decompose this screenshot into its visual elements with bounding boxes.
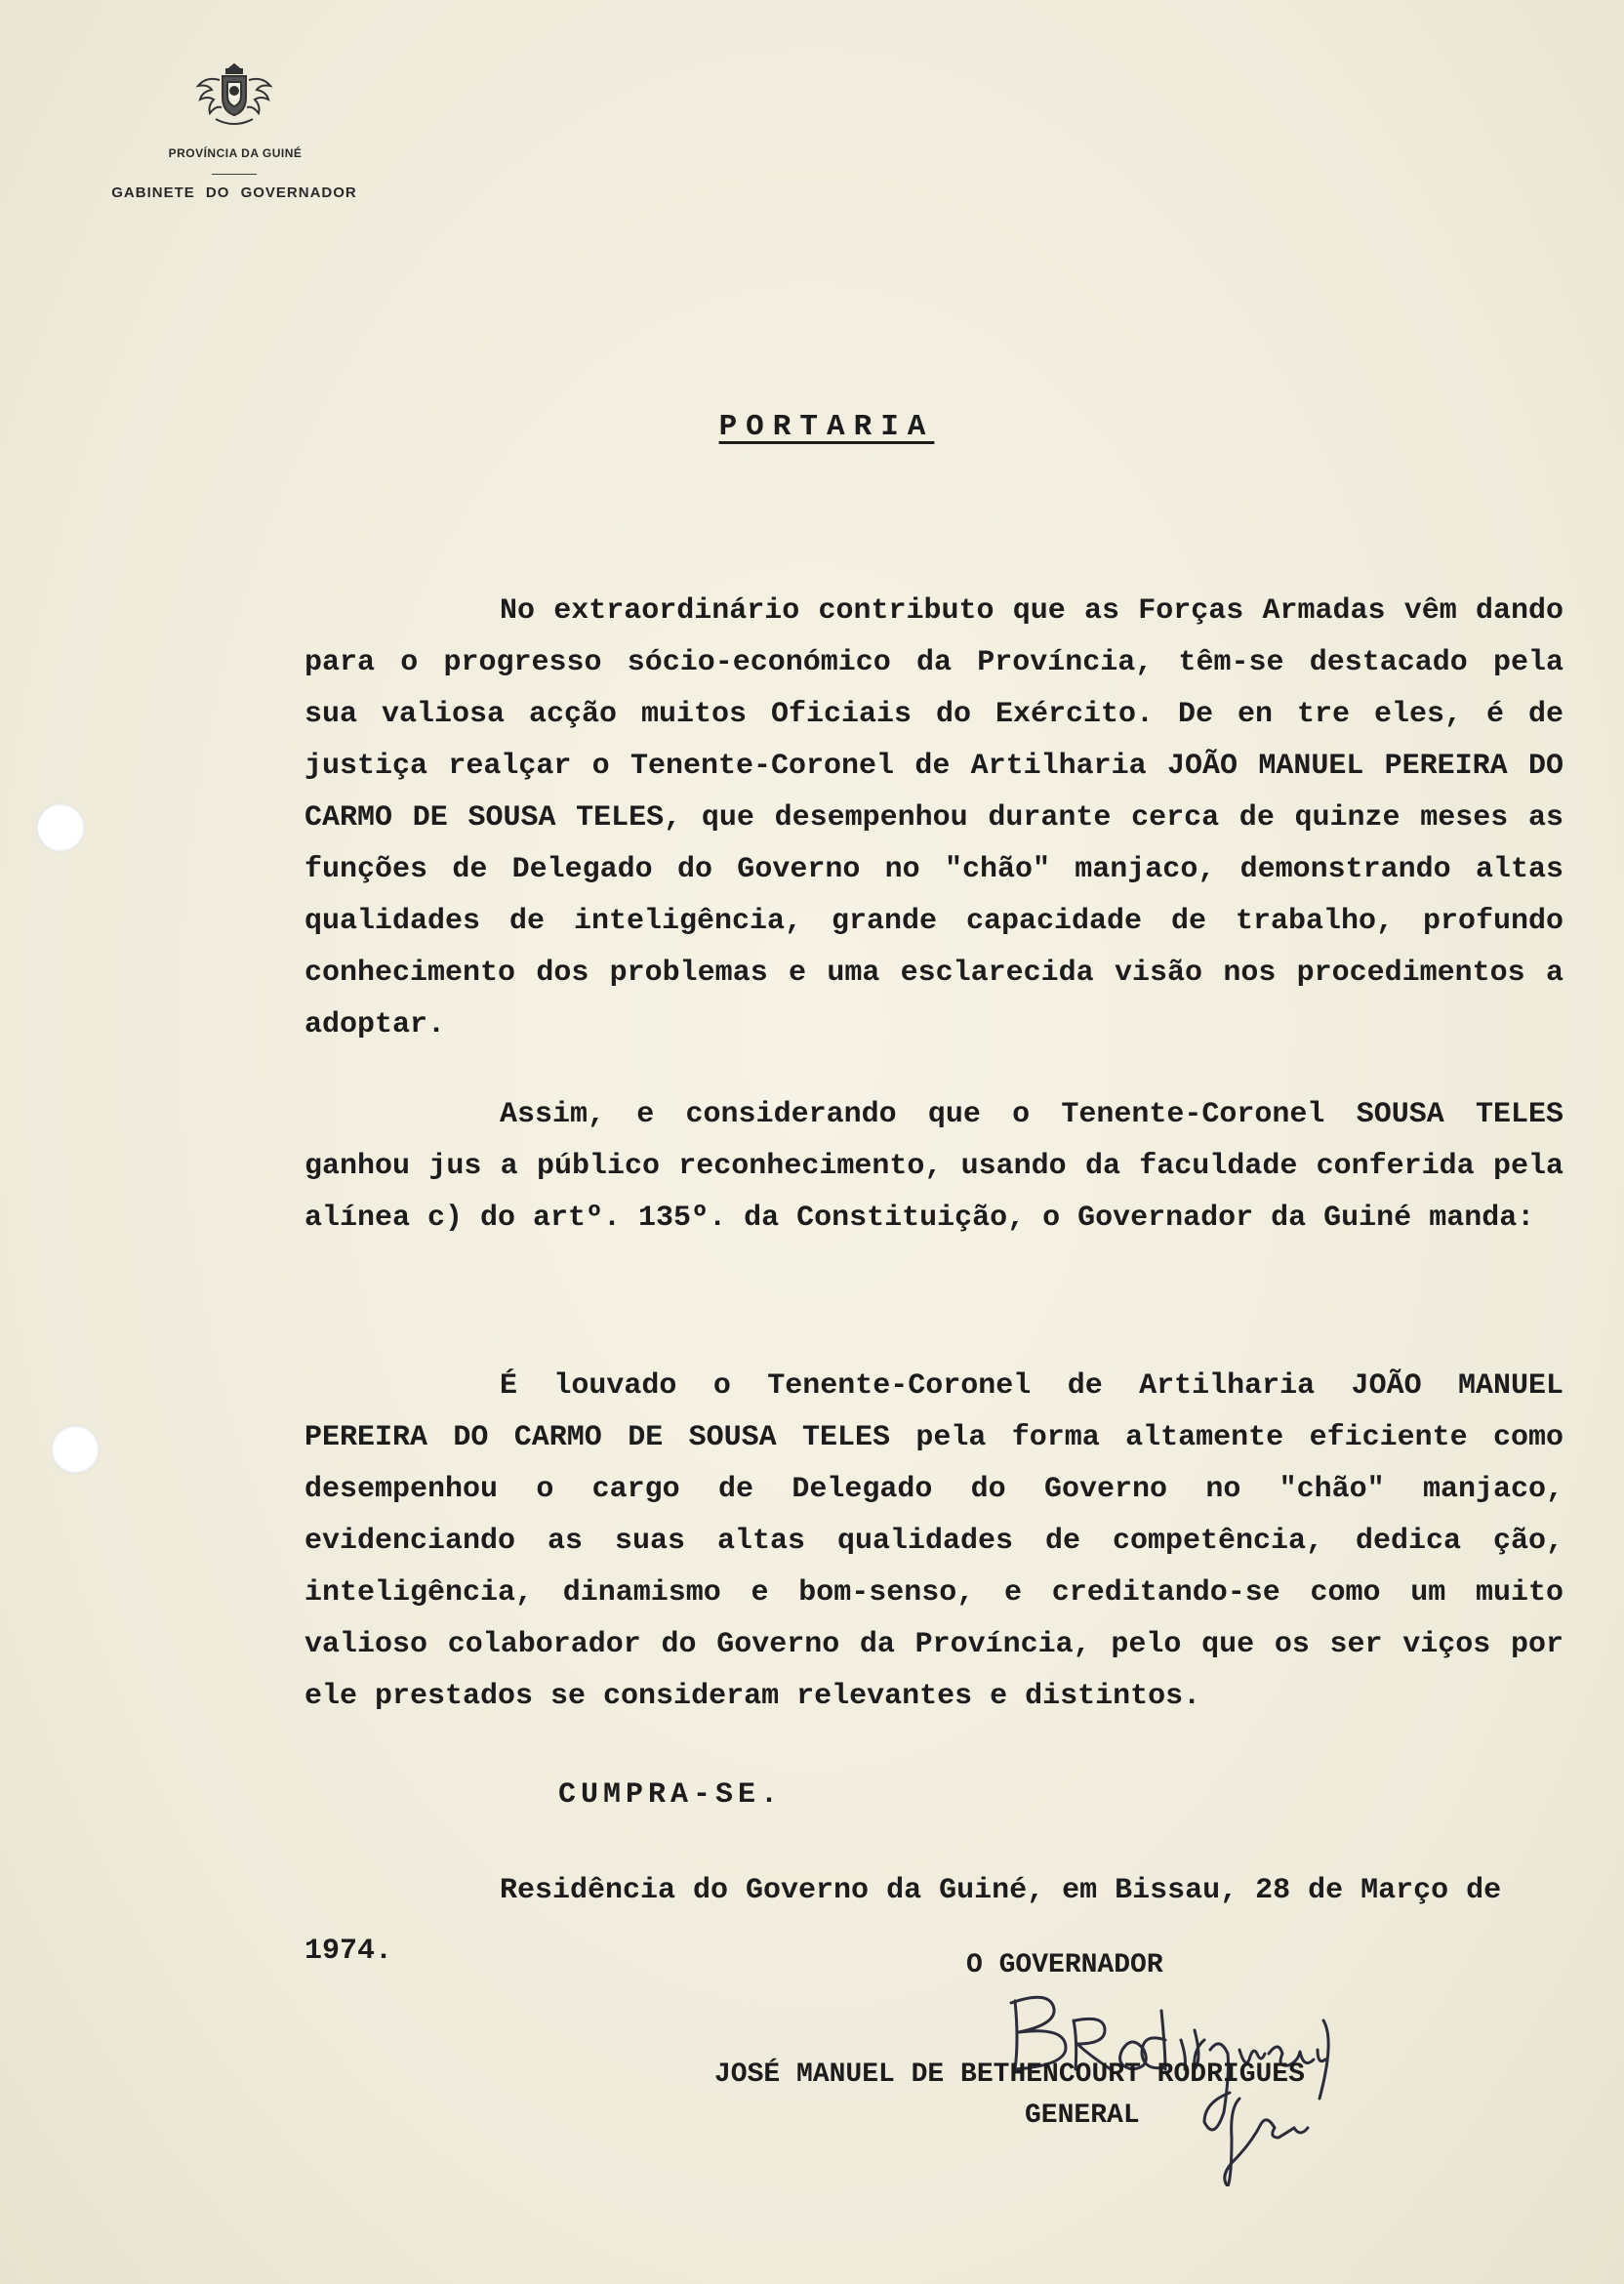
coat-of-arms-icon [190, 59, 278, 133]
place-date-text: Residência do Governo da Guiné, em Bissau, 28 de Março de 1974. [304, 1874, 1502, 1968]
paragraph-text: Assim, e considerando que o Tenente-Coronel SOUSA TELES ganhou jus a público reconhecimento, usando da faculdade conferida pela alínea c) do artº. 135º. da Constituição, o Governador da Guiné manda: [304, 1098, 1563, 1235]
place-and-date [304, 1860, 1563, 1981]
divider [212, 174, 257, 175]
cabinet-name: GABINETE DO GOVERNADOR [111, 184, 357, 201]
punch-hole [36, 803, 85, 852]
signatory-role: O GOVERNADOR [966, 1950, 1163, 1980]
document-title: PORTARIA [718, 410, 935, 444]
signatory-name: JOSÉ MANUEL DE BETHENCOURT RODRIGUES [714, 2060, 1305, 2090]
signatory-rank: GENERAL [1025, 2100, 1140, 2131]
paragraph-preamble [304, 586, 1563, 1051]
punch-hole [51, 1425, 100, 1474]
paragraph-text: É louvado o Tenente-Coronel de Artilharia JOÃO MANUEL PEREIRA DO CARMO DE SOUSA TELES pela forma altamente eficiente como desempenhou o cargo de Delegado do Governo no "chão" manjaco, evidenciando as suas altas qualidades de competência, dedica ção, inteligência, dinamismo e bom-senso, e creditando-se como um muito valioso colaborador do Governo da Província, pelo que os ser viços por ele prestados se consideram relevantes e distintos. [304, 1369, 1563, 1713]
letterhead [78, 59, 390, 201]
closing-formula: CUMPRA-SE. [558, 1778, 784, 1812]
paragraph-considering [304, 1089, 1563, 1244]
paragraph-commendation [304, 1361, 1563, 1723]
province-name: PROVÍNCIA DA GUINÉ [168, 146, 303, 160]
paragraph-text: No extraordinário contributo que as Forças Armadas vêm dando para o progresso sócio-económico da Província, têm-se destacado pela sua valiosa acção muitos Oficiais do Exército. De en tre eles, é de justiça realçar o Tenente-Coronel de Artilharia JOÃO MANUEL PEREIRA DO CARMO DE SOUSA TELES, que desempenhou durante cerca de quinze meses as funções de Delegado do Governo no "chão" manjaco, demonstrando altas qualidades de inteligência, grande capacidade de trabalho, profundo conhecimento dos problemas e uma esclarecida visão nos procedimentos a adoptar. [304, 594, 1563, 1041]
